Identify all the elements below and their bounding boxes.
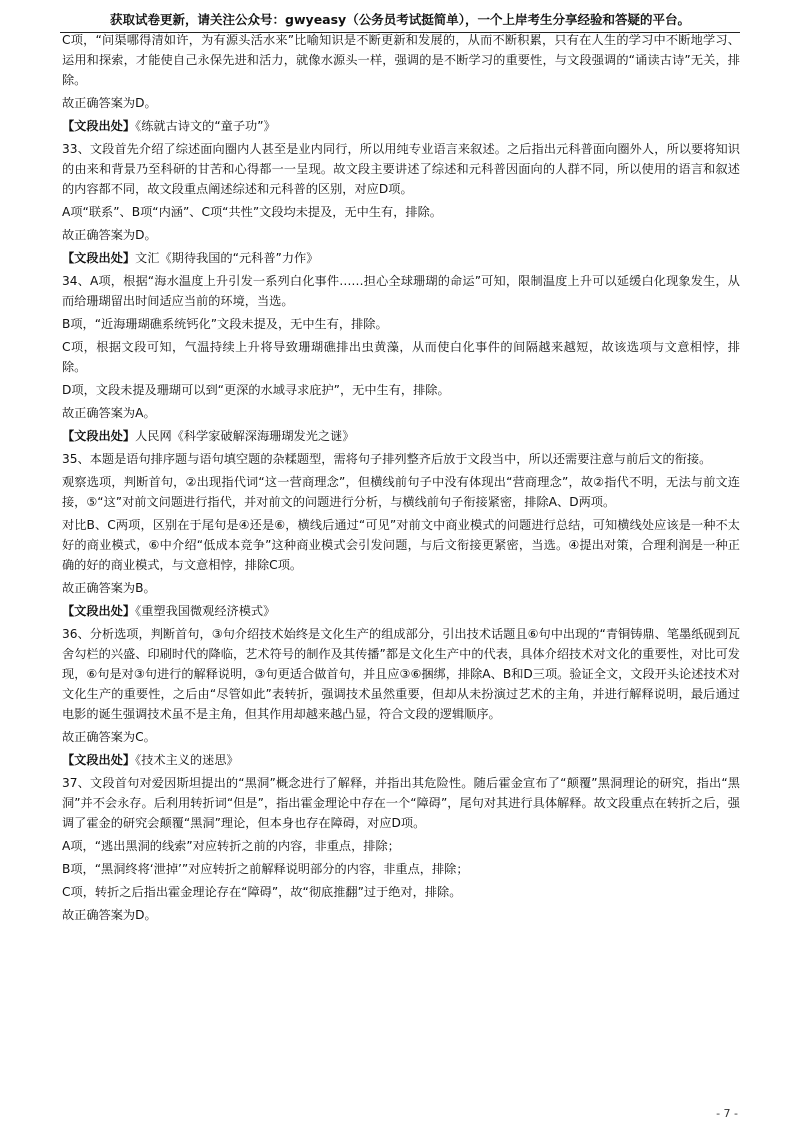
source-label: 【文段出处】 [62, 429, 136, 443]
answer-paragraph [62, 859, 740, 879]
paragraph-text: 故正确答案为D。 [62, 228, 157, 242]
answer-paragraph [62, 225, 740, 245]
answer-paragraph [62, 403, 740, 423]
paragraph-text: 故正确答案为C。 [62, 730, 156, 744]
source-citation [62, 116, 740, 136]
paragraph-text: 故正确答案为D。 [62, 908, 157, 922]
answer-paragraph [62, 515, 740, 575]
paragraph-text: 故正确答案为A。 [62, 406, 156, 420]
paragraph-text: 35、本题是语句排序题与语句填空题的杂糅题型，需将句子排列整齐后放于文段当中，所以还需要注意与前后文的衔接。 [62, 452, 712, 466]
source-label: 【文段出处】 [62, 251, 136, 265]
source-label: 【文段出处】 [62, 753, 136, 767]
paragraph-text: 故正确答案为B。 [62, 581, 156, 595]
source-label: 【文段出处】 [62, 119, 136, 133]
paragraph-text: C项，“问渠哪得清如许，为有源头活水来”比喻知识是不断更新和发展的，从而不断积累，只有在人生的学习中不断地学习、运用和探索，才能使自己永保先进和活力，就像水源头一样，强调的是不断学习的重要性，与文段强调的“诵读古诗”无关，排除。 [62, 33, 740, 87]
answer-paragraph [62, 624, 740, 724]
answer-paragraph [62, 93, 740, 113]
source-citation [62, 601, 740, 621]
answer-paragraph [62, 578, 740, 598]
paragraph-text: 《练就古诗文的“童子功”》 [135, 119, 276, 133]
answer-paragraph [62, 449, 740, 469]
page-number: - 7 - [716, 1107, 738, 1120]
answer-paragraph [62, 271, 740, 311]
paragraph-text: C项，根据文段可知，气温持续上升将导致珊瑚礁排出虫黄藻，从而使白化事件的间隔越来越短，故该选项与文意相悖，排除。 [62, 340, 740, 374]
source-citation [62, 426, 740, 446]
answer-paragraph [62, 905, 740, 925]
answer-paragraph [62, 882, 740, 902]
paragraph-text: 对比B、C两项，区别在于尾句是④还是⑥，横线后通过“可见”对前文中商业模式的问题进行总结，可知横线处应该是一种不太好的商业模式，⑥中介绍“低成本竞争”这种商业模式会引发问题，与后文衔接更紧密，当选。④提出对策，合理利润是一种正确的好的商业模式，与文意相悖，排除C项。 [62, 518, 740, 572]
paragraph-text: B项，“黑洞终将‘泄掉’”对应转折之前解释说明部分的内容，非重点，排除； [62, 862, 469, 876]
page-header: 获取试卷更新，请关注公众号：gwyeasy（公务员考试挺简单），一个上岸考生分享经验和答疑的平台。 [60, 8, 740, 33]
paragraph-text: 36、分析选项，判断首句，③句介绍技术始终是文化生产的组成部分，引出技术话题且⑥句中出现的“青铜铸鼎、笔墨纸砚到瓦舍勾栏的兴盛、印刷时代的降临，艺术符号的制作及其传播”都是文化生产中的代表，具体介绍技术对文化的重要性，对比可发现，⑥句是对③句进行的解释说明，③句更适合做首句，并且应③⑥捆绑，排除A、B和D三项。验证全文，文段开头论述技术对文化生产的重要性，之后由“尽管如此”表转折，强调技术虽然重要，但却从未扮演过艺术的主角，并进行解释说明，最后通过电影的诞生强调技术虽不是主角，但其作用却越来越凸显，符合文段的逻辑顺序。 [62, 627, 740, 721]
paragraph-text: 观察选项，判断首句，②出现指代词“这一营商理念”，但横线前句子中没有体现出“营商理念”，故②指代不明，无法与前文连接，⑤“这”对前文问题进行指代，并对前文的问题进行分析，与横线前句子衔接紧密，排除A、D两项。 [62, 475, 740, 509]
page-content [62, 30, 740, 928]
answer-paragraph [62, 139, 740, 199]
paragraph-text: A项“联系”、B项“内涵”、C项“共性”文段均未提及，无中生有，排除。 [62, 205, 442, 219]
paragraph-text: 《技术主义的迷思》 [135, 753, 239, 767]
paragraph-text: 33、文段首先介绍了综述面向圈内人甚至是业内同行，所以用纯专业语言来叙述。之后指出元科普面向圈外人，所以要将知识的由来和背景乃至科研的甘苦和心得都一一呈现。故文段主要讲述了综述和元科普因面向的人群不同，所以使用的语言和叙述的内容都不同，故文段重点阐述综述和元科普的区别，对应D项。 [62, 142, 740, 196]
paragraph-text: 人民网《科学家破解深海珊瑚发光之谜》 [135, 429, 355, 443]
paragraph-text: C项，转折之后指出霍金理论存在“障碍”，故“彻底推翻”过于绝对，排除。 [62, 885, 462, 899]
answer-paragraph [62, 337, 740, 377]
answer-paragraph [62, 727, 740, 747]
answer-paragraph [62, 202, 740, 222]
answer-paragraph [62, 836, 740, 856]
paragraph-text: 文汇《期待我国的“元科普”力作》 [135, 251, 319, 265]
answer-paragraph [62, 314, 740, 334]
answer-paragraph [62, 30, 740, 90]
answer-paragraph [62, 472, 740, 512]
source-label: 【文段出处】 [62, 604, 136, 618]
paragraph-text: 《重塑我国微观经济模式》 [135, 604, 276, 618]
paragraph-text: B项，“近海珊瑚礁系统钙化”文段未提及，无中生有，排除。 [62, 317, 388, 331]
paragraph-text: 34、A项，根据“海水温度上升引发一系列白化事件……担心全球珊瑚的命运”可知，限制温度上升可以延缓白化现象发生，从而给珊瑚留出时间适应当前的环境，当选。 [62, 274, 740, 308]
answer-paragraph [62, 380, 740, 400]
answer-paragraph [62, 773, 740, 833]
paragraph-text: 故正确答案为D。 [62, 96, 157, 110]
paragraph-text: D项，文段未提及珊瑚可以到“更深的水域寻求庇护”，无中生有，排除。 [62, 383, 450, 397]
source-citation [62, 750, 740, 770]
source-citation [62, 248, 740, 268]
paragraph-text: A项，“逃出黑洞的线索”对应转折之前的内容，非重点，排除； [62, 839, 400, 853]
paragraph-text: 37、文段首句对爱因斯坦提出的“黑洞”概念进行了解释，并指出其危险性。随后霍金宣布了“颠覆”黑洞理论的研究，指出“黑洞”并不会永存。后利用转折词“但是”，指出霍金理论中存在一个“障碍”，尾句对其进行具体解释。故文段重点在转折之后，强调了霍金的研究会颠覆“黑洞”理论，但本身也存在障碍，对应D项。 [62, 776, 740, 830]
